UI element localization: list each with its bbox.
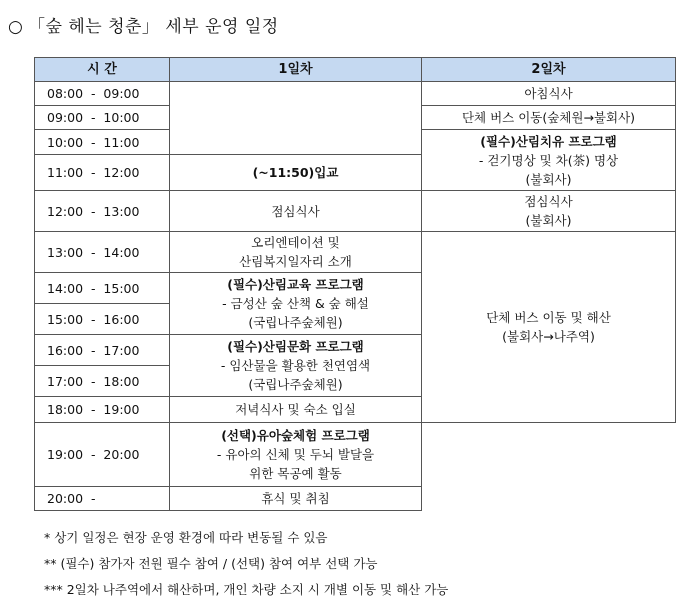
table-row: [35, 232, 676, 273]
note-1: * 상기 일정은 현장 운영 환경에 따라 변동될 수 있음: [44, 530, 328, 545]
orientation-line-1: 오리엔테이션 및: [251, 235, 340, 250]
day1-orientation: [170, 232, 422, 273]
day2-healing: [422, 130, 676, 191]
optional-title: (선택)유아숲체험 프로그램: [221, 428, 370, 443]
circle-bullet-icon: ○: [8, 17, 24, 37]
day2-lunch: [422, 191, 676, 232]
time-cell: 14:00 - 15:00: [35, 273, 170, 304]
time-cell: 15:00 - 16:00: [35, 304, 170, 335]
day1-dinner: 저녁식사 및 숙소 입실: [170, 397, 422, 423]
header-day1: 1일차: [170, 58, 422, 82]
healing-place: (불회사): [525, 171, 572, 187]
culture-place: (국립나주숲체원): [248, 377, 343, 392]
day2-lunch-place: (불회사): [525, 213, 572, 228]
depart-route: (불회사→나주역): [502, 329, 595, 344]
time-cell: 11:00 - 12:00: [35, 155, 170, 191]
culture-title: (필수)산림문화 프로그램: [227, 339, 364, 354]
header-time: 시 간: [35, 58, 170, 82]
healing-desc: - 걷기명상 및 차(茶) 명상: [478, 152, 619, 168]
time-cell: 17:00 - 18:00: [35, 366, 170, 397]
page-title: [8, 12, 279, 37]
day1-culture: [170, 335, 422, 397]
time-cell: 20:00 -: [35, 487, 170, 511]
schedule-table: [34, 57, 676, 511]
day2-lunch-text: 점심식사: [524, 194, 573, 209]
day1-empty-cell: [170, 82, 422, 155]
healing-title: (필수)산림치유 프로그램: [480, 133, 617, 149]
optional-desc-2: 위한 목공예 활동: [249, 466, 342, 481]
note-3: *** 2일차 나주역에서 해산하며, 개인 차량 소지 시 개별 이동 및 해산 가능: [44, 582, 449, 597]
culture-desc: - 임산물을 활용한 천연염색: [220, 358, 371, 373]
day1-arrival: (~11:50)입교: [170, 155, 422, 191]
time-cell: 08:00 - 09:00: [35, 82, 170, 106]
time-cell: 10:00 - 11:00: [35, 130, 170, 155]
time-cell: 18:00 - 19:00: [35, 397, 170, 423]
time-cell: 13:00 - 14:00: [35, 232, 170, 273]
education-place: (국립나주숲체원): [248, 315, 343, 330]
title-text: 「숲 헤는 청춘」 세부 운영 일정: [28, 17, 279, 37]
table-row: [35, 191, 676, 232]
day1-rest: 휴식 및 취침: [170, 487, 422, 511]
time-cell: 16:00 - 17:00: [35, 335, 170, 366]
note-2: ** (필수) 참가자 전원 필수 참여 / (선택) 참여 여부 선택 가능: [44, 556, 378, 571]
header-day2: 2일차: [422, 58, 676, 82]
table-row: [35, 487, 676, 511]
depart-text: 단체 버스 이동 및 해산: [486, 310, 611, 325]
day1-optional: [170, 423, 422, 487]
notes: [44, 525, 448, 603]
header-row: [35, 58, 676, 82]
time-cell: 09:00 - 10:00: [35, 106, 170, 130]
orientation-line-2: 산림복지일자리 소개: [239, 254, 352, 269]
education-title: (필수)산림교육 프로그램: [227, 277, 364, 292]
table-row: [35, 423, 676, 487]
day1-lunch: 점심식사: [170, 191, 422, 232]
day1-education: [170, 273, 422, 335]
day2-depart: [422, 232, 676, 423]
education-desc: - 금성산 숲 산책 & 숲 해설: [222, 296, 369, 311]
time-cell: 19:00 - 20:00: [35, 423, 170, 487]
day2-breakfast: 아침식사: [422, 82, 676, 106]
time-cell: 12:00 - 13:00: [35, 191, 170, 232]
optional-desc-1: - 유아의 신체 및 두뇌 발달을: [216, 447, 375, 462]
day2-bus: 단체 버스 이동(숲체원→불회사): [422, 106, 676, 130]
table-row: [35, 82, 676, 106]
